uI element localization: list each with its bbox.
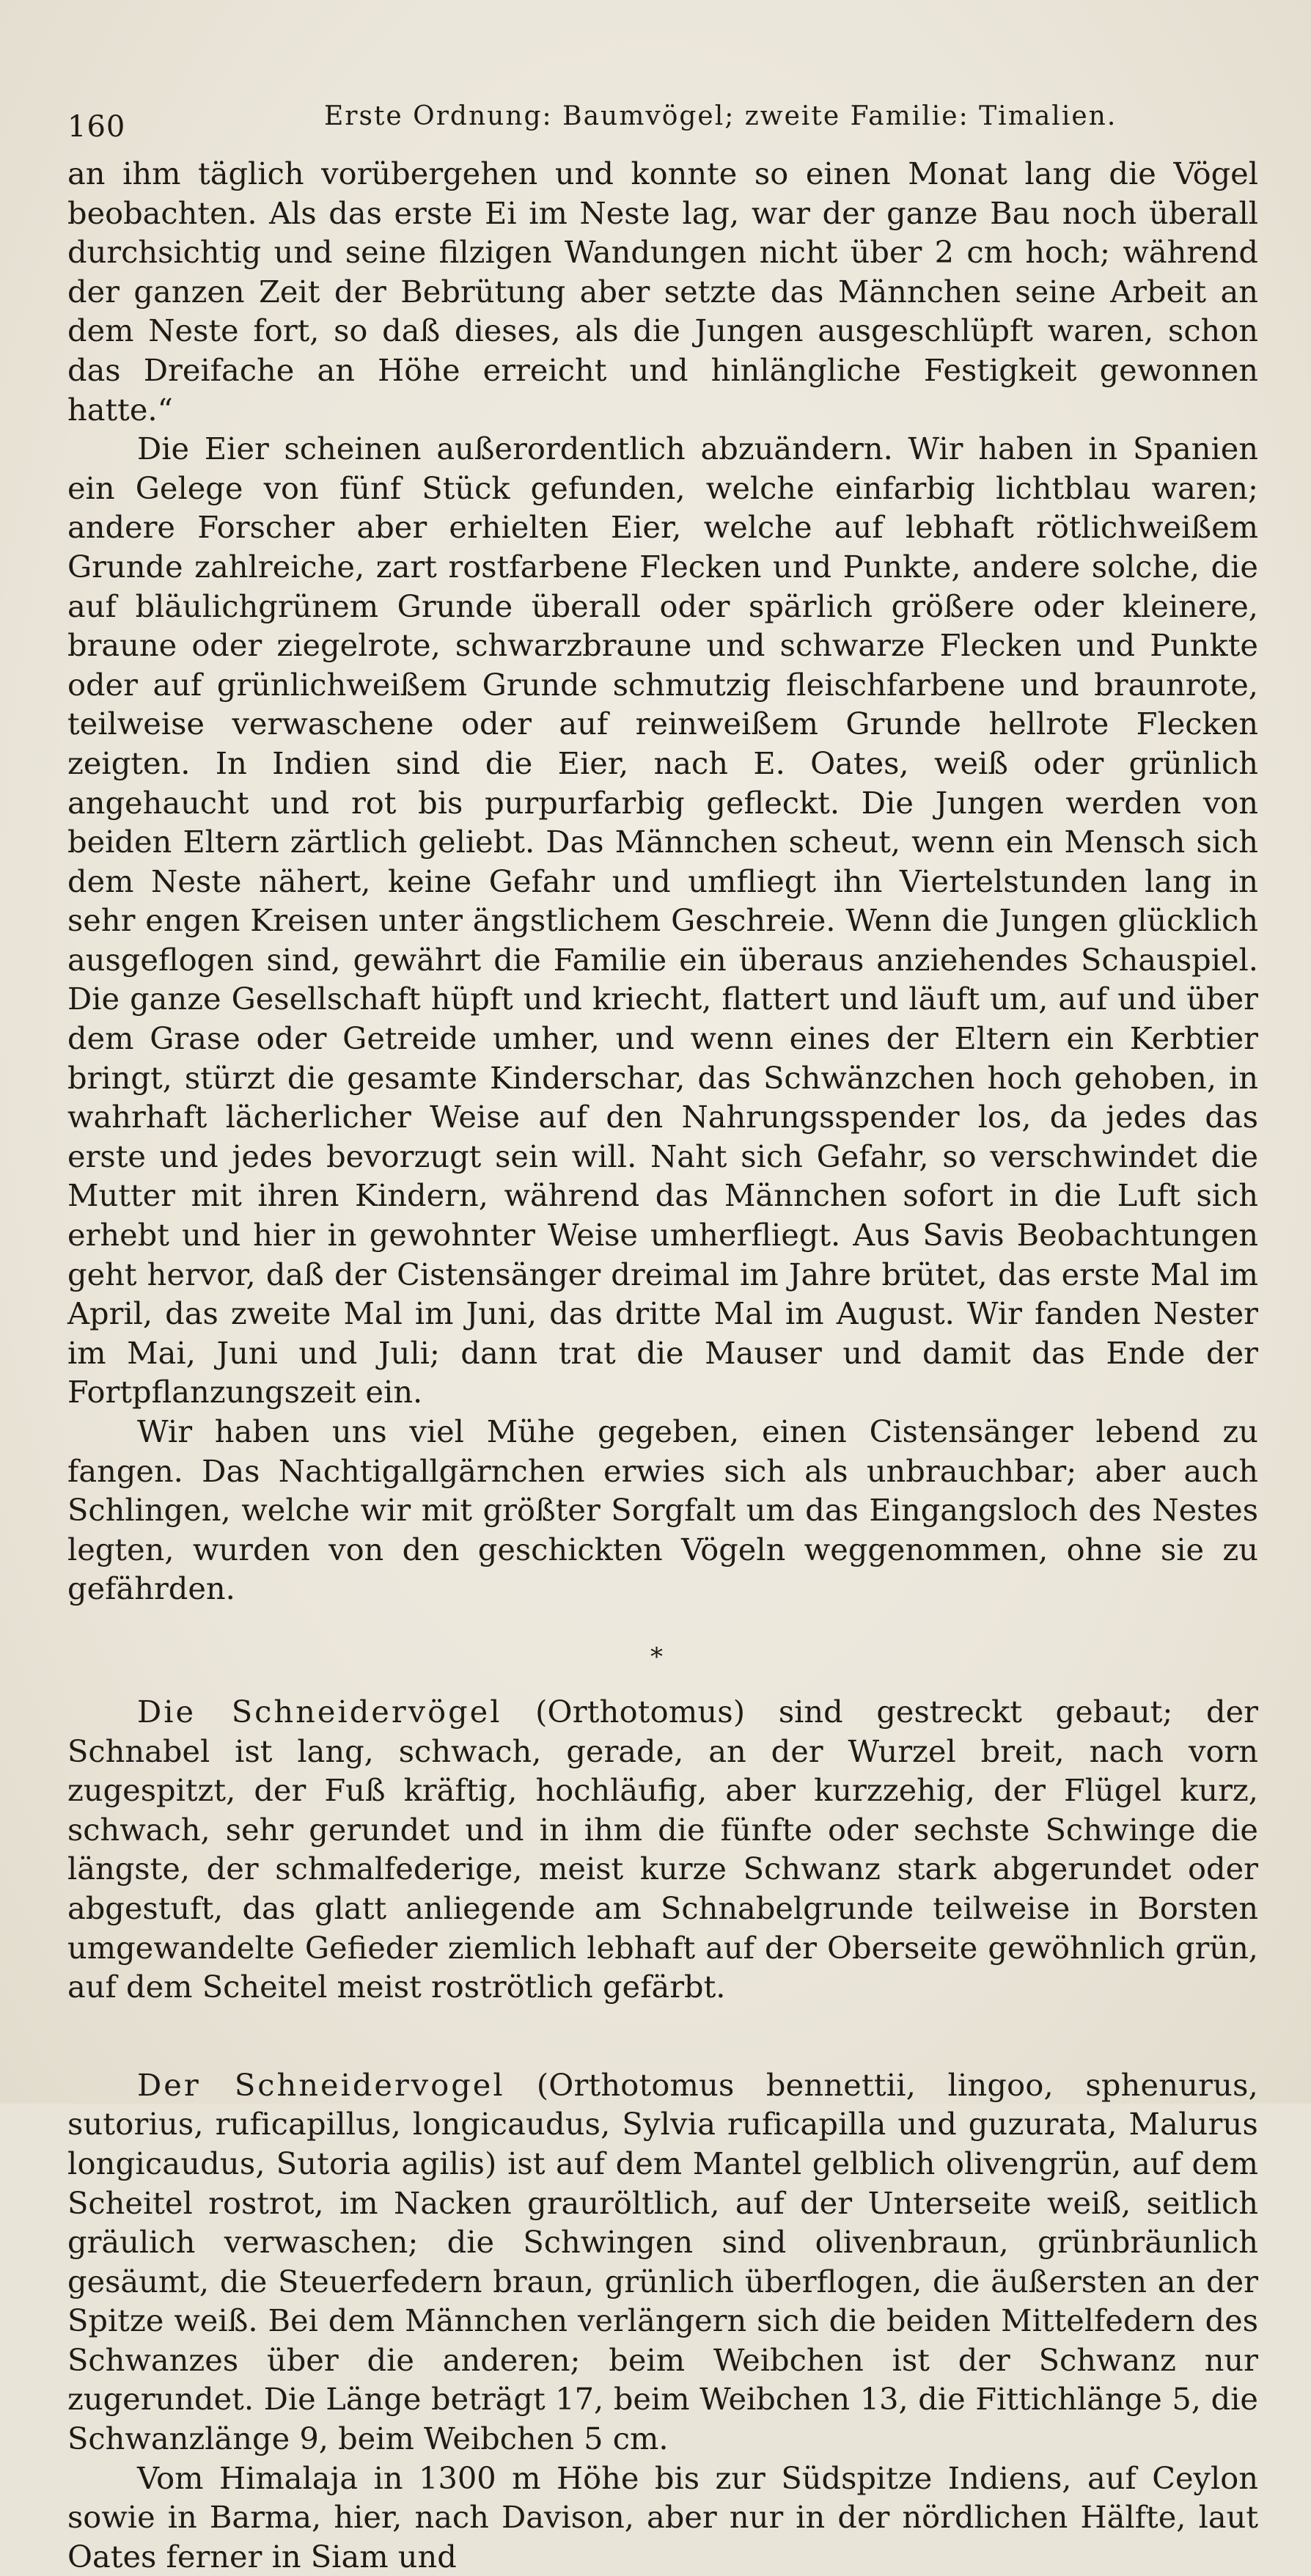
genus-common-name: Die Schneidervögel: [137, 1693, 502, 1730]
paragraph-distribution: Vom Himalaja in 1300 m Höhe bis zur Südspitze Indiens, auf Ceylon sowie in Barma, hier, nach Davison, aber nur in der nördlichen Hälfte, laut Oates ferner in Siam und: [67, 2459, 1258, 2575]
species-common-name: Der Schneidervogel: [137, 2066, 505, 2103]
paragraph-tailorbird-species: [67, 2065, 1258, 2459]
paragraph-nest-continuation: an ihm täglich vorübergehen und konnte so einen Monat lang die Vögel beobachten. Als das erste Ei im Neste lag, war der ganze Bau noch überall durchsichtig und seine filzigen Wandungen nicht über 2 cm hoch; während der ganzen Zeit der Bebrütung aber setzte das Männchen seine Arbeit an dem Neste fort, so daß dieses, als die Jungen ausgeschlüpft waren, schon das Dreifache an Höhe erreicht und hinlängliche Festigkeit gewonnen hatte.“: [67, 155, 1258, 428]
paragraph-tailorbirds-genus: [67, 1692, 1258, 2007]
page-header: [67, 97, 1255, 144]
paragraph-eggs: Die Eier scheinen außerordentlich abzuändern. Wir haben in Spanien ein Gelege von fünf Stück gefunden, welche einfarbig lichtblau waren; andere Forscher aber erhielten Eier, welche auf lebhaft rötlichweißem Grunde zahlreiche, zart rostfarbene Flecken und Punkte, andere solche, die auf bläulichgrünem Grunde überall oder spärlich größere oder kleinere, braune oder ziegelrote, schwarzbraune und schwarze Flecken und Punkte oder auf grünlichweißem Grunde schmutzig fleischfarbene und braunrote, teilweise verwaschene oder auf reinweißem Grunde hellrote Flecken zeigten. In Indien sind die Eier, nach E. Oates, weiß oder grünlich angehaucht und rot bis purpurfarbig gefleckt. Die Jungen werden von beiden Eltern zärtlich geliebt. Das Männchen scheut, wenn ein Mensch sich dem Neste nähert, keine Gefahr und umfliegt ihn Viertelstunden lang in sehr engen Kreisen unter ängstlichem Geschreie. Wenn die Jungen glücklich ausgeflogen sind, gewährt die Familie ein überaus anziehendes Schauspiel. Die ganze Gesellschaft hüpft und kriecht, flattert und läuft um, auf und über dem Grase oder Getreide umher, und wenn eines der Eltern ein Kerbtier bringt, stürzt die gesamte Kinderschar, das Schwänzchen hoch gehoben, in wahrhaft lächerlicher Weise auf den Nahrungsspender los, da jedes das erste und jedes bevorzugt sein will. Naht sich Gefahr, so verschwindet die Mutter mit ihren Kindern, während das Männchen sofort in die Luft sich erhebt und hier in gewohnter Weise umherfliegt. Aus Savis Beobachtungen geht hervor, daß der Cistensänger dreimal im Jahre brütet, das erste Mal im April, das zweite Mal im Juni, das dritte Mal im August. Wir fanden Nester im Mai, Juni und Juli; dann trat die Mauser und damit das Ende der Fortpflanzungszeit ein.: [67, 431, 1258, 1410]
species-description: ist auf dem Mantel gelblich olivengrün, auf dem Scheitel rostrot, im Nacken grauröltlich, auf der Unterseite weiß, seitlich gräulich verwaschen; die Schwingen sind olivenbraun, grünbräunlich gesäumt, die Steuerfedern braun, grünlich überflogen, die äußersten an der Spitze weiß. Bei dem Männchen verlängern sich die beiden Mittelfedern des Schwanzes über die anderen; beim Weibchen ist der Schwanz nur zugerundet. Die Länge beträgt 17, beim Weibchen 13, die Fittichlänge 5, die Schwanzlänge 9, beim Weibchen 5 cm.: [67, 2145, 1259, 2457]
separator-asterisk: *: [650, 1642, 663, 1672]
page-number: 160: [67, 110, 126, 144]
paragraph-capture: Wir haben uns viel Mühe gegeben, einen Cistensänger lebend zu fangen. Das Nachtigallgärnchen erwies sich als unbrauchbar; aber auch Schlingen, welche wir mit größter Sorgfalt um das Eingangsloch des Nestes legten, wurden von den geschickten Vögeln weggenommen, ohne sie zu gefährden.: [67, 1413, 1258, 1607]
species-synonyms: (Orthotomus bennettii, lingoo, sphenurus, sutorius, ruficapillus, longicaudus, Sylvia ruficapilla und guzurata, Malurus longicaudus, Sutoria agilis): [67, 2066, 1258, 2181]
genus-description: sind gestreckt gebaut; der Schnabel ist lang, schwach, gerade, an der Wurzel breit, nach vorn zugespitzt, der Fuß kräftig, hochläufig, aber kurzzehig, der Flügel kurz, schwach, sehr gerundet und in ihm die fünfte oder sechste Schwinge die längste, der schmalfederige, meist kurze Schwanz stark abgerundet oder abgestuft, das glatt anliegende am Schnabelgrunde teilweise in Borsten umgewandelte Gefieder ziemlich lebhaft auf der Oberseite gewöhnlich grün, auf dem Scheitel meist roströtlich gefärbt.: [67, 1693, 1258, 2005]
genus-latin-name: (Orthotomus): [535, 1693, 746, 1730]
paragraph-gap: [67, 2007, 1258, 2065]
section-separator: [67, 1609, 1258, 1692]
body-text: [67, 154, 1258, 2576]
running-title: Erste Ordnung: Baumvögel; zweite Familie: Timalien.: [324, 101, 1117, 131]
